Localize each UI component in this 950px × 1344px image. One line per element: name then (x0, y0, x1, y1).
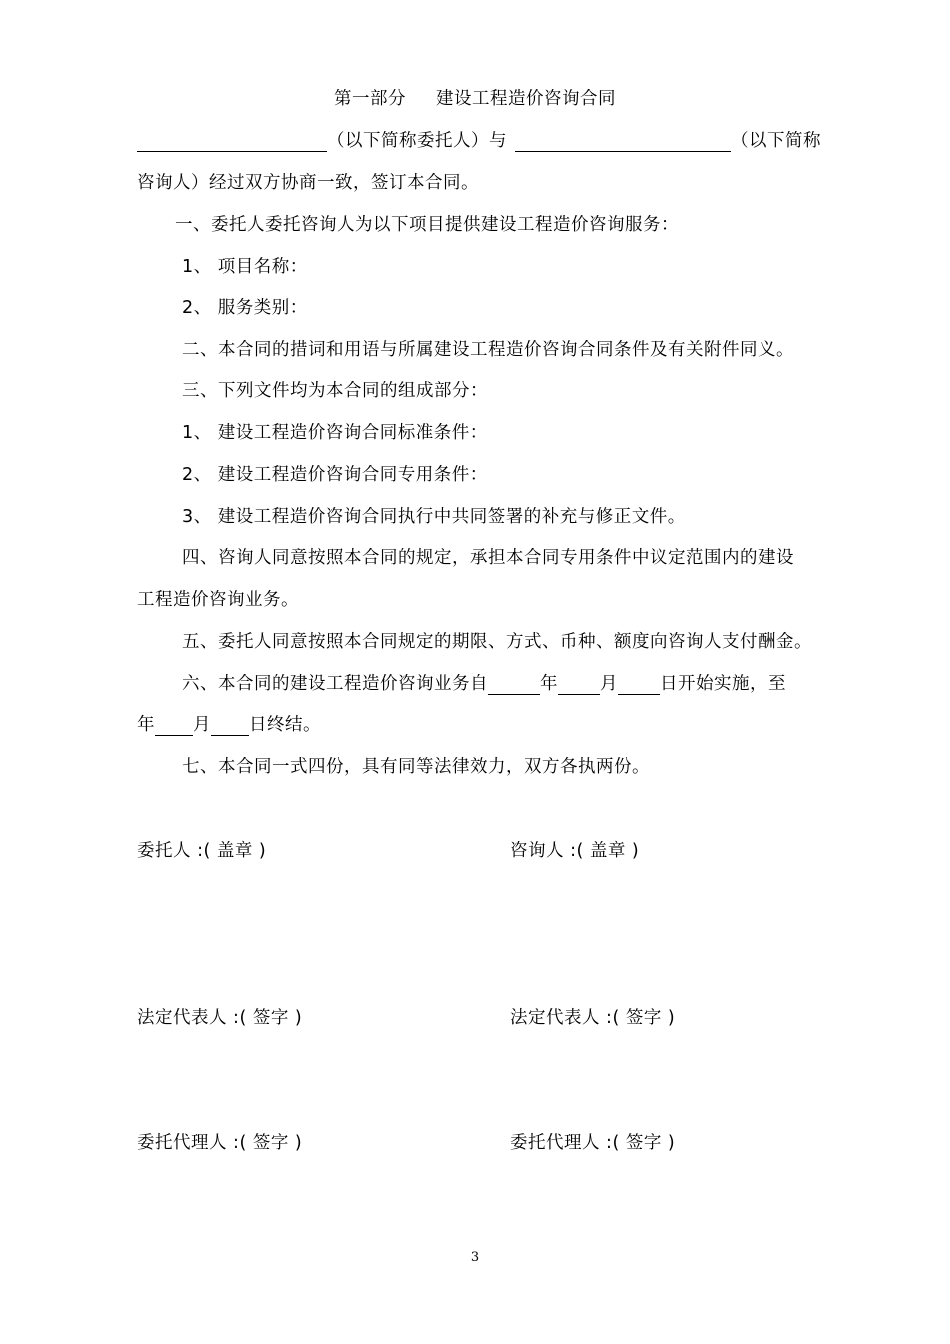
title-part: 第一部分 (334, 89, 406, 109)
clause-6-text: 六、本合同的建设工程造价咨询业务自 (182, 674, 488, 694)
end-month-label: 月 (193, 715, 211, 735)
consultant-seal-label: 咨询人 :( 盖章 ) (510, 841, 640, 861)
clause-2: 二、本合同的措词和用语与所属建设工程造价咨询合同条件及有关附件同义。 (182, 340, 794, 360)
clause-5: 五、委托人同意按照本合同规定的期限、方式、币种、额度向咨询人支付酬金。 (182, 632, 812, 652)
day-start-label: 日开始实施，至 (660, 674, 786, 694)
intro-text-a: （以下简称委托人）与 (327, 131, 507, 151)
clause-3-item-2: 2、 建设工程造价咨询合同专用条件： (182, 465, 488, 485)
clause-4-line-1: 四、咨询人同意按照本合同的规定，承担本合同专用条件中议定范围内的建设 (182, 548, 794, 568)
clause-3: 三、下列文件均为本合同的组成部分： (182, 381, 488, 401)
page-title (0, 88, 950, 110)
month-label: 月 (600, 674, 618, 694)
client-name-blank (137, 131, 327, 152)
clause-1: 一、委托人委托咨询人为以下项目提供建设工程造价咨询服务： (175, 215, 679, 235)
consultant-legal-rep-label: 法定代表人 :( 签字 ) (510, 1008, 676, 1028)
intro-line-2: 咨询人）经过双方协商一致，签订本合同。 (137, 173, 479, 193)
clause-6-line-2 (137, 714, 321, 736)
clause-3-item-3: 3、 建设工程造价咨询合同执行中共同签署的补充与修正文件。 (182, 507, 686, 527)
day-end-label: 日终结。 (249, 715, 321, 735)
clause-3-item-1: 1、 建设工程造价咨询合同标准条件： (182, 423, 488, 443)
client-agent-label: 委托代理人 :( 签字 ) (137, 1133, 303, 1153)
clause-1-item-2: 2、 服务类别： (182, 298, 308, 318)
intro-line-1 (137, 130, 821, 152)
clause-7: 七、本合同一式四份，具有同等法律效力，双方各执两份。 (182, 757, 650, 777)
end-month-blank (155, 715, 193, 736)
start-day-blank (618, 674, 660, 695)
client-seal-label: 委托人 :( 盖章 ) (137, 841, 267, 861)
clause-4-line-2: 工程造价咨询业务。 (137, 590, 299, 610)
consultant-agent-label: 委托代理人 :( 签字 ) (510, 1133, 676, 1153)
end-day-blank (211, 715, 249, 736)
end-year-label: 年 (137, 715, 155, 735)
intro-text-b: （以下简称 (731, 131, 821, 151)
clause-1-item-1: 1、 项目名称： (182, 257, 308, 277)
start-month-blank (558, 674, 600, 695)
year-label: 年 (540, 674, 558, 694)
start-year-blank (488, 674, 540, 695)
clause-6-line-1 (182, 673, 786, 695)
client-legal-rep-label: 法定代表人 :( 签字 ) (137, 1008, 303, 1028)
page-number: 3 (470, 1250, 480, 1265)
consultant-name-blank (515, 131, 731, 152)
title-name: 建设工程造价咨询合同 (436, 89, 616, 109)
